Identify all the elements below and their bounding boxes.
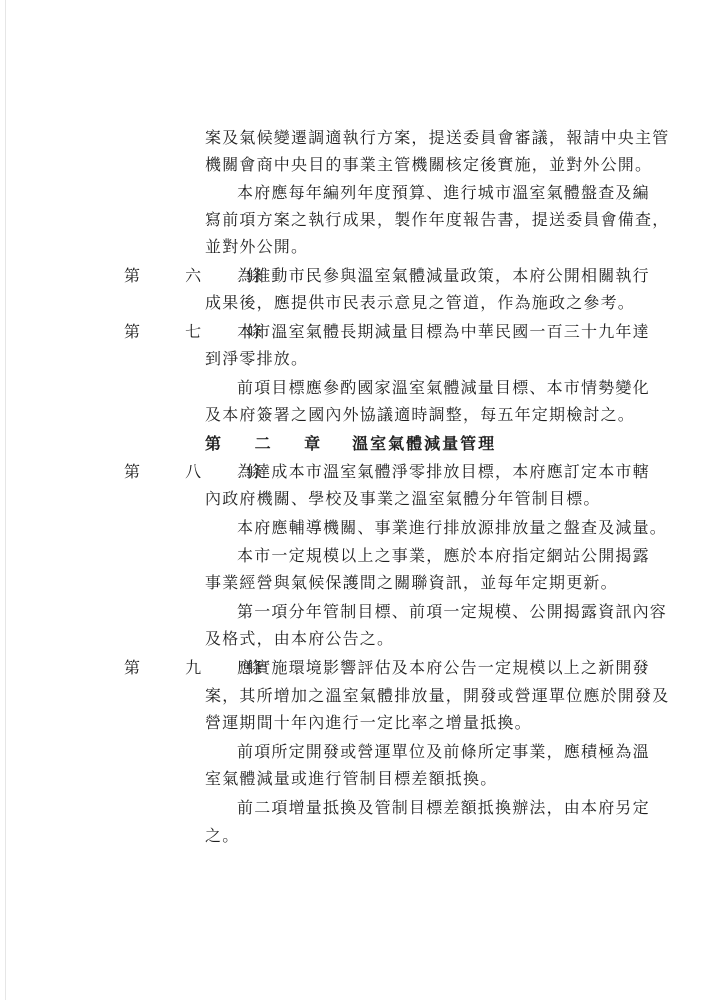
- article-8-line-2: 內政府機關、學校及事業之溫室氣體分年管制目標。: [205, 489, 601, 508]
- article-6-line-2: 成果後，應提供市民表示意見之管道，作為施政之參考。: [205, 293, 636, 312]
- article-9-p2-line-1: 前項所定開發或營運單位及前條所定事業，應積極為溫: [237, 742, 650, 761]
- article-8-p3-line-1: 本市一定規模以上之事業，應於本府指定網站公開揭露: [237, 546, 650, 565]
- article-9-line-1: 應實施環境影響評估及本府公告一定規模以上之新開發: [237, 658, 650, 677]
- article-7-p2-line-1: 前項目標應參酌國家溫室氣體減量目標、本市情勢變化: [237, 378, 650, 397]
- article-7-line-2: 到淨零排放。: [205, 349, 309, 368]
- page-edge: [5, 0, 6, 1000]
- article-8-p4-line-2: 及格式，由本府公告之。: [205, 629, 395, 648]
- article-9-p3-line-2: 之。: [205, 826, 240, 845]
- chapter-number: 第 二 章: [205, 434, 335, 453]
- article-8-p2-line-1: 本府應輔導機關、事業進行排放源排放量之盤查及減量。: [237, 518, 668, 537]
- intro-p2-line-2: 寫前項方案之執行成果，製作年度報告書，提送委員會備查，: [205, 210, 670, 229]
- intro-p1-line-2: 機關會商中央目的事業主管機關核定後實施，並對外公開。: [205, 155, 653, 174]
- article-9-p2-line-2: 室氣體減量或進行管制目標差額抵換。: [205, 769, 498, 788]
- intro-p2-line-3: 並對外公開。: [205, 237, 309, 256]
- article-8-p3-line-2: 事業經營與氣候保護間之關聯資訊，並每年定期更新。: [205, 573, 618, 592]
- article-6-label: 第 六 條: [124, 266, 283, 285]
- article-7-label: 第 七 條: [124, 322, 283, 341]
- article-8-line-1: 為達成本市溫室氣體淨零排放目標，本府應訂定本市轄: [237, 462, 650, 481]
- article-7-p2-line-2: 及本府簽署之國內外協議適時調整，每五年定期檢討之。: [205, 405, 636, 424]
- article-7-line-1: 本市溫室氣體長期減量目標為中華民國一百三十九年達: [237, 322, 650, 341]
- article-9-label: 第 九 條: [124, 658, 283, 677]
- article-9-p3-line-1: 前二項增量抵換及管制目標差額抵換辦法，由本府另定: [237, 798, 650, 817]
- chapter-heading: [205, 434, 496, 454]
- intro-p1-line-1: 案及氣候變遷調適執行方案，提送委員會審議，報請中央主管: [205, 128, 670, 147]
- article-8-label: 第 八 條: [124, 462, 283, 481]
- article-8-p4-line-1: 第一項分年管制目標、前項一定規模、公開揭露資訊內容: [237, 602, 668, 621]
- article-9-line-3: 營運期間十年內進行一定比率之增量抵換。: [205, 713, 532, 732]
- chapter-title: 溫室氣體減量管理: [352, 434, 497, 453]
- article-9-line-2: 案，其所增加之溫室氣體排放量，開發或營運單位應於開發及: [205, 686, 670, 705]
- intro-p2-line-1: 本府應每年編列年度預算、進行城市溫室氣體盤查及編: [237, 183, 650, 202]
- article-6-line-1: 為推動市民參與溫室氣體減量政策，本府公開相關執行: [237, 266, 650, 285]
